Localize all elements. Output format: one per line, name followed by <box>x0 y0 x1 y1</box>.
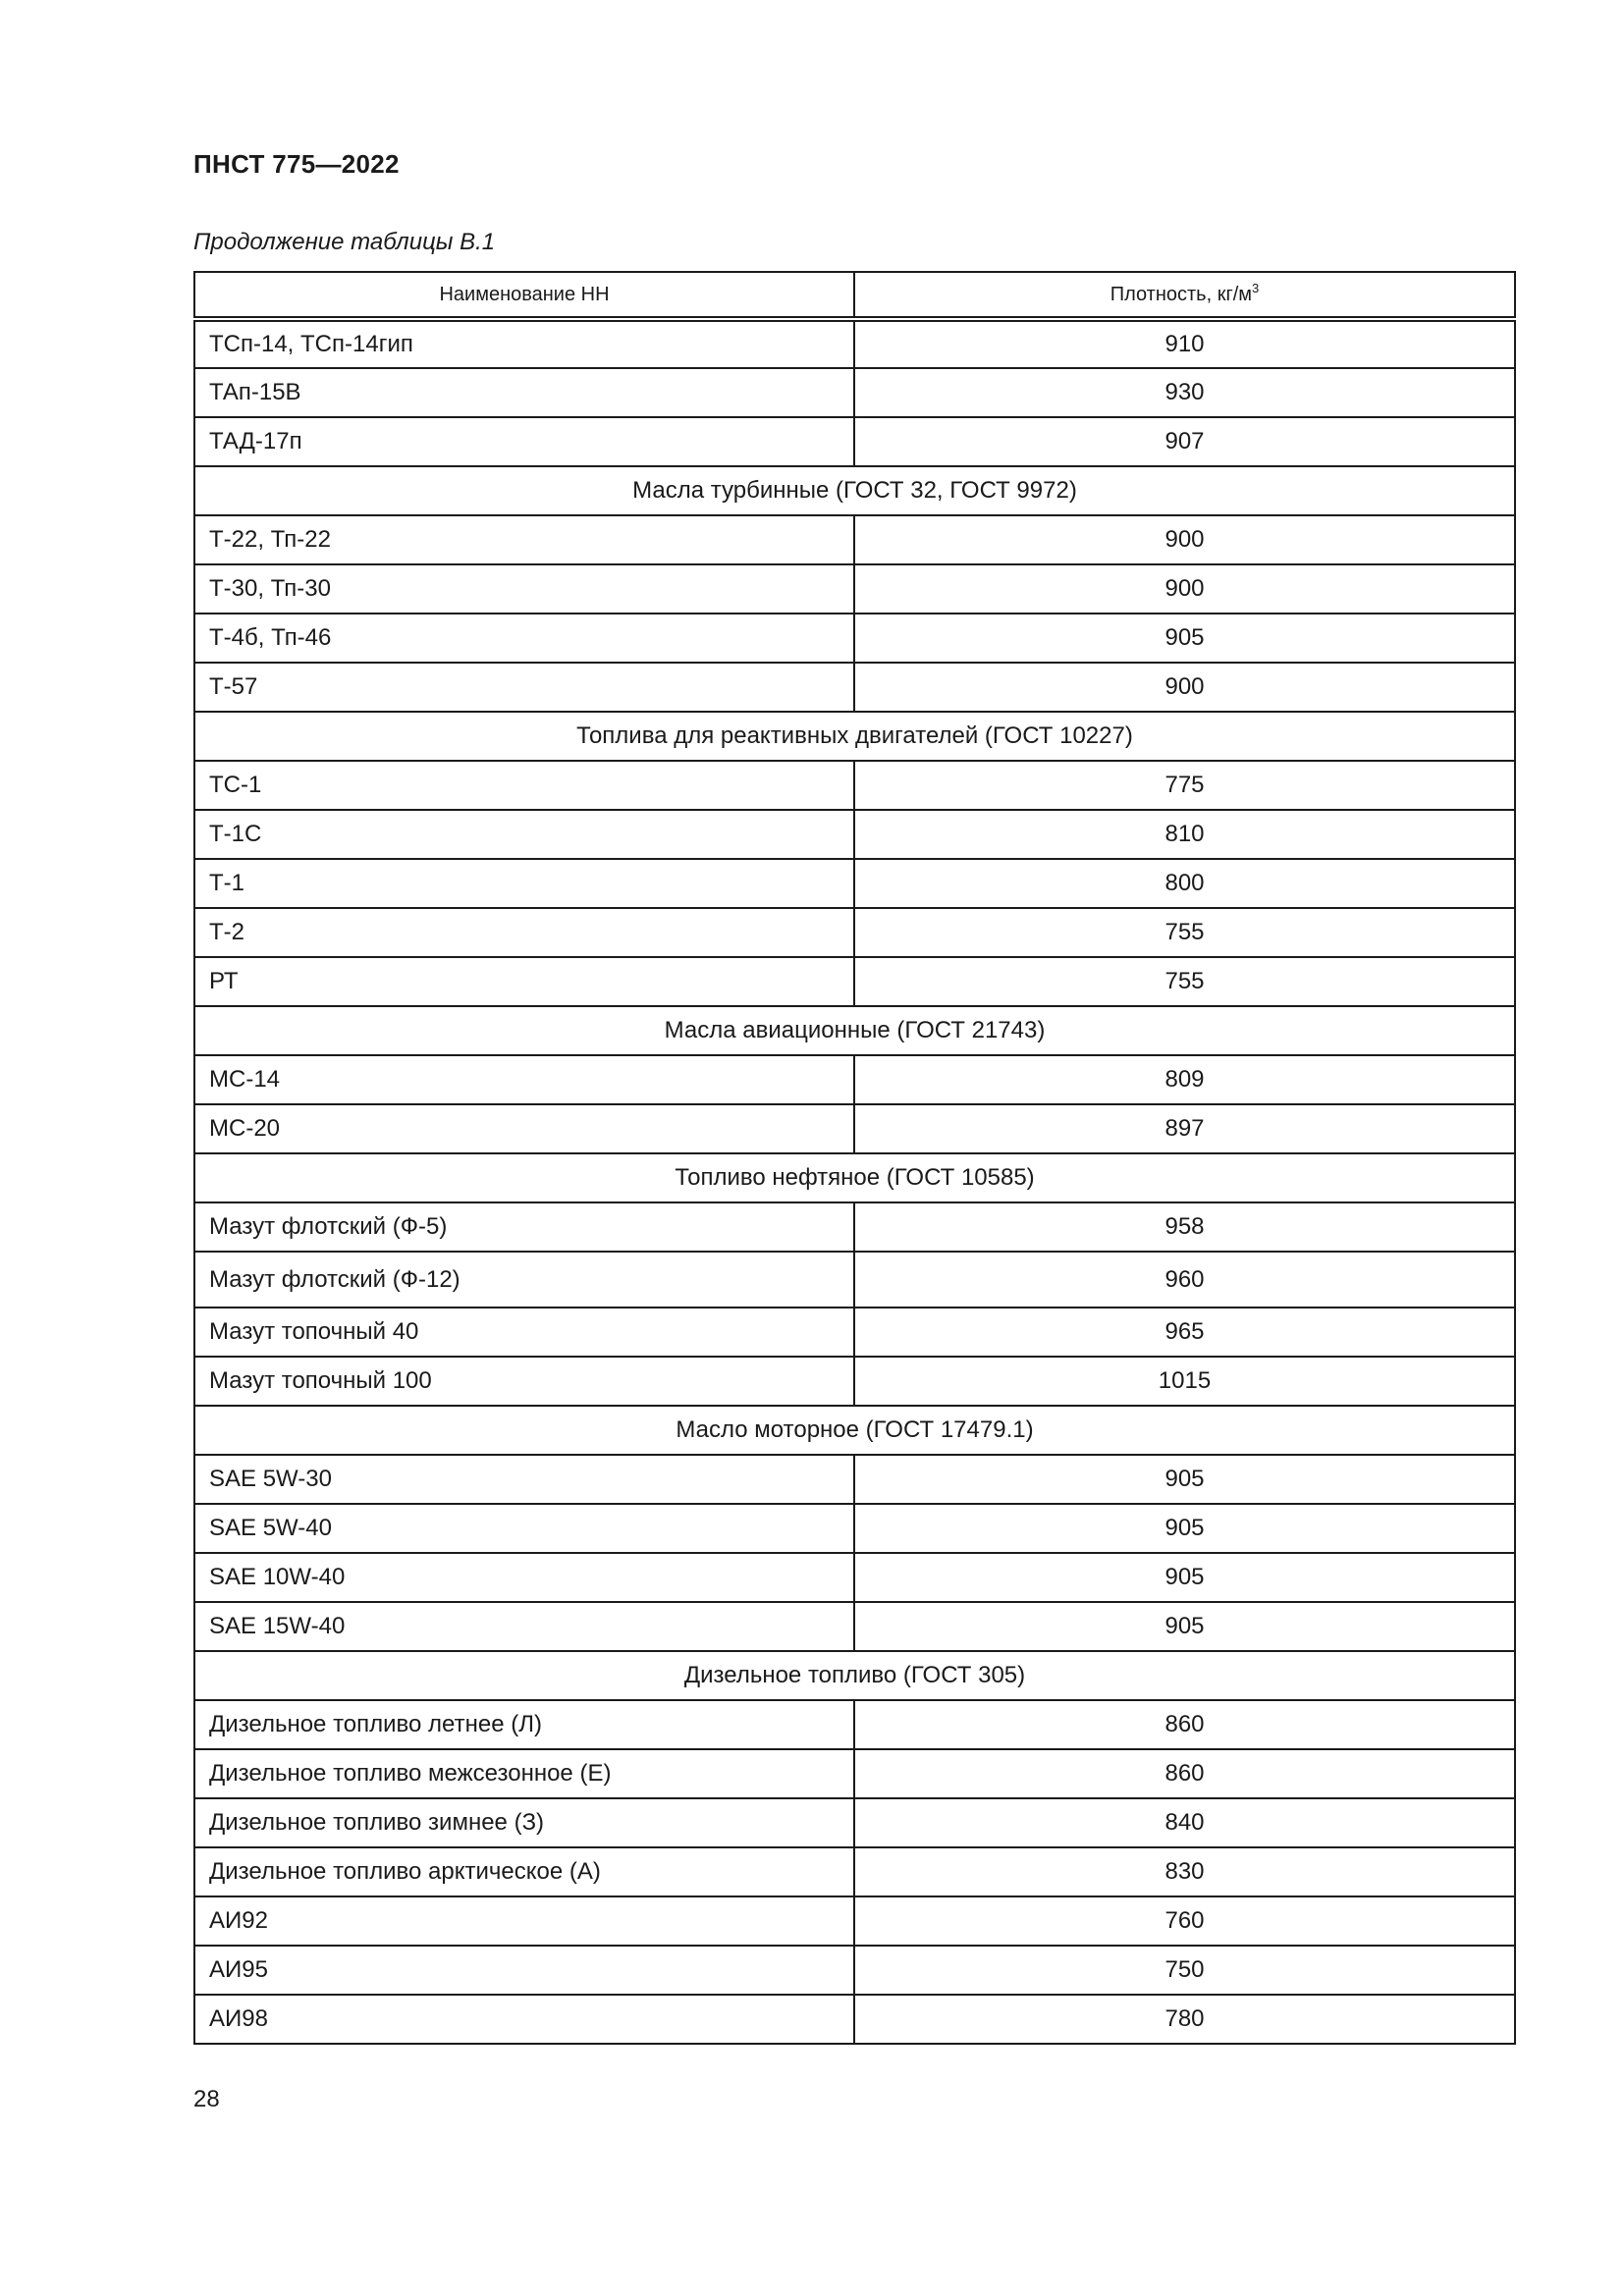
table-row <box>194 957 1515 1006</box>
section-row <box>194 712 1515 761</box>
product-name-cell: РТ <box>194 957 854 1006</box>
product-name-cell: ТС-1 <box>194 761 854 810</box>
section-title: Топлива для реактивных двигателей (ГОСТ 10227) <box>194 712 1515 761</box>
table-row <box>194 1798 1515 1847</box>
header-name <box>194 272 854 319</box>
header-density-label: Плотность, кг/м <box>1110 283 1253 305</box>
density-value-cell: 960 <box>854 1252 1515 1308</box>
density-value-cell: 830 <box>854 1847 1515 1896</box>
table-row <box>194 564 1515 614</box>
product-name-cell: МС-20 <box>194 1104 854 1153</box>
table-row <box>194 908 1515 957</box>
product-name-cell: Дизельное топливо зимнее (З) <box>194 1798 854 1847</box>
product-name-cell: ТСп-14, ТСп-14гип <box>194 319 854 368</box>
header-density-superscript: 3 <box>1252 280 1260 295</box>
product-name-cell: SAE 10W-40 <box>194 1553 854 1602</box>
header-name-label: Наименование НН <box>439 283 610 305</box>
table-row <box>194 1553 1515 1602</box>
density-value-cell: 905 <box>854 1553 1515 1602</box>
density-value-cell: 780 <box>854 1995 1515 2044</box>
table-row <box>194 1995 1515 2044</box>
table-row <box>194 417 1515 466</box>
section-row <box>194 466 1515 515</box>
table-row <box>194 1504 1515 1553</box>
product-name-cell: SAE 5W-30 <box>194 1455 854 1504</box>
product-name-cell: Мазут топочный 40 <box>194 1308 854 1357</box>
product-name-cell: Дизельное топливо летнее (Л) <box>194 1700 854 1749</box>
table-row <box>194 1202 1515 1252</box>
table-row <box>194 515 1515 564</box>
section-title: Масла турбинные (ГОСТ 32, ГОСТ 9972) <box>194 466 1515 515</box>
density-value-cell: 965 <box>854 1308 1515 1357</box>
density-value-cell: 775 <box>854 761 1515 810</box>
density-value-cell: 905 <box>854 614 1515 663</box>
density-value-cell: 900 <box>854 564 1515 614</box>
table-caption: Продолжение таблицы В.1 <box>193 229 496 255</box>
table-row <box>194 1455 1515 1504</box>
product-name-cell: Т-22, Тп-22 <box>194 515 854 564</box>
section-row <box>194 1006 1515 1055</box>
product-name-cell: МС-14 <box>194 1055 854 1104</box>
density-value-cell: 907 <box>854 417 1515 466</box>
table-row <box>194 1602 1515 1651</box>
density-value-cell: 930 <box>854 368 1515 417</box>
density-value-cell: 958 <box>854 1202 1515 1252</box>
product-name-cell: SAE 5W-40 <box>194 1504 854 1553</box>
table-body <box>194 319 1515 2044</box>
table-row <box>194 1055 1515 1104</box>
table-row <box>194 1104 1515 1153</box>
product-name-cell: Т-4б, Тп-46 <box>194 614 854 663</box>
density-value-cell: 800 <box>854 859 1515 908</box>
product-name-cell: АИ95 <box>194 1946 854 1995</box>
section-title: Дизельное топливо (ГОСТ 305) <box>194 1651 1515 1700</box>
density-value-cell: 760 <box>854 1896 1515 1946</box>
document-code: ПНСТ 775—2022 <box>193 149 400 179</box>
density-value-cell: 905 <box>854 1602 1515 1651</box>
density-value-cell: 755 <box>854 957 1515 1006</box>
table-row <box>194 319 1515 368</box>
section-row <box>194 1406 1515 1455</box>
table-row <box>194 368 1515 417</box>
density-value-cell: 750 <box>854 1946 1515 1995</box>
table-row <box>194 1252 1515 1308</box>
density-table <box>193 271 1516 2045</box>
product-name-cell: ТАп-15В <box>194 368 854 417</box>
product-name-cell: Дизельное топливо арктическое (А) <box>194 1847 854 1896</box>
density-value-cell: 897 <box>854 1104 1515 1153</box>
table-row <box>194 1896 1515 1946</box>
table-row <box>194 810 1515 859</box>
density-value-cell: 755 <box>854 908 1515 957</box>
density-value-cell: 905 <box>854 1455 1515 1504</box>
density-value-cell: 905 <box>854 1504 1515 1553</box>
product-name-cell: АИ98 <box>194 1995 854 2044</box>
density-value-cell: 840 <box>854 1798 1515 1847</box>
product-name-cell: АИ92 <box>194 1896 854 1946</box>
product-name-cell: Т-2 <box>194 908 854 957</box>
density-value-cell: 1015 <box>854 1357 1515 1406</box>
density-value-cell: 860 <box>854 1700 1515 1749</box>
table-row <box>194 663 1515 712</box>
header-density <box>854 272 1515 319</box>
table-header <box>194 272 1515 319</box>
density-value-cell: 809 <box>854 1055 1515 1104</box>
table-row <box>194 1357 1515 1406</box>
density-value-cell: 900 <box>854 663 1515 712</box>
product-name-cell: Т-1С <box>194 810 854 859</box>
table-row <box>194 1847 1515 1896</box>
density-value-cell: 860 <box>854 1749 1515 1798</box>
product-name-cell: ТАД-17п <box>194 417 854 466</box>
section-row <box>194 1153 1515 1202</box>
section-title: Масла авиационные (ГОСТ 21743) <box>194 1006 1515 1055</box>
table-row <box>194 1749 1515 1798</box>
product-name-cell: Мазут топочный 100 <box>194 1357 854 1406</box>
section-row <box>194 1651 1515 1700</box>
table-row <box>194 1946 1515 1995</box>
table-row <box>194 1308 1515 1357</box>
product-name-cell: Т-30, Тп-30 <box>194 564 854 614</box>
section-title: Масло моторное (ГОСТ 17479.1) <box>194 1406 1515 1455</box>
table-row <box>194 614 1515 663</box>
product-name-cell: SAE 15W-40 <box>194 1602 854 1651</box>
density-value-cell: 900 <box>854 515 1515 564</box>
product-name-cell: Дизельное топливо межсезонное (Е) <box>194 1749 854 1798</box>
table-row <box>194 761 1515 810</box>
section-title: Топливо нефтяное (ГОСТ 10585) <box>194 1153 1515 1202</box>
density-value-cell: 810 <box>854 810 1515 859</box>
page-number: 28 <box>193 2086 220 2112</box>
product-name-cell: Мазут флотский (Ф-5) <box>194 1202 854 1252</box>
density-value-cell: 910 <box>854 319 1515 368</box>
header-row <box>194 272 1515 319</box>
product-name-cell: Т-1 <box>194 859 854 908</box>
product-name-cell: Т-57 <box>194 663 854 712</box>
table-row <box>194 1700 1515 1749</box>
product-name-cell: Мазут флотский (Ф-12) <box>194 1252 854 1308</box>
table-row <box>194 859 1515 908</box>
density-table-container <box>193 271 1514 2045</box>
